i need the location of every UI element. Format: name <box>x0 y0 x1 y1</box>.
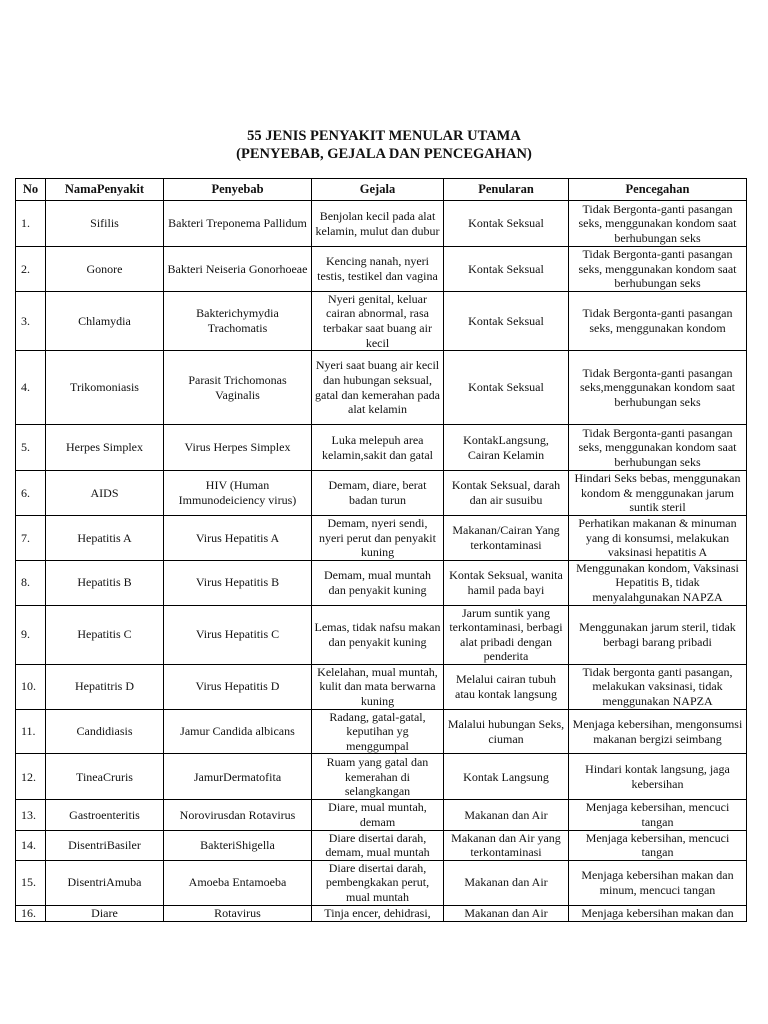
cell-gejala: Radang, gatal-gatal, keputihan yg menggumpal <box>312 709 444 754</box>
cell-no: 13. <box>16 800 46 830</box>
header-pencegahan: Pencegahan <box>569 179 747 201</box>
cell-no: 9. <box>16 605 46 664</box>
cell-pencegahan: Tidak Bergonta-ganti pasangan seks, menggunakan kondom <box>569 291 747 350</box>
cell-penyebab: Virus Herpes Simplex <box>164 425 312 471</box>
cell-penyebab: Virus Hepatitis D <box>164 664 312 709</box>
cell-gejala: Benjolan kecil pada alat kelamin, mulut dan dubur <box>312 201 444 247</box>
table-row <box>16 291 747 350</box>
cell-pencegahan: Tidak Bergonta-ganti pasangan seks, menggunakan kondom saat berhubungan seks <box>569 425 747 471</box>
cell-gejala: Nyeri genital, keluar cairan abnormal, rasa terbakar saat buang air kecil <box>312 291 444 350</box>
cell-nama-penyakit: Gastroenteritis <box>46 800 164 830</box>
cell-penularan: Makanan/Cairan Yang terkontaminasi <box>444 515 569 560</box>
table-row <box>16 351 747 425</box>
cell-no: 1. <box>16 201 46 247</box>
cell-no: 11. <box>16 709 46 754</box>
cell-penularan: Jarum suntik yang terkontaminasi, berbagi alat pribadi dengan penderita <box>444 605 569 664</box>
cell-no: 8. <box>16 560 46 605</box>
table-row <box>16 905 747 921</box>
cell-pencegahan: Menjaga kebersihan, mencuci tangan <box>569 800 747 830</box>
cell-penularan: Kontak Seksual, wanita hamil pada bayi <box>444 560 569 605</box>
table-row <box>16 560 747 605</box>
cell-no: 16. <box>16 905 46 921</box>
cell-no: 12. <box>16 754 46 800</box>
cell-penyebab: Norovirusdan Rotavirus <box>164 800 312 830</box>
table-row <box>16 860 747 905</box>
disease-table <box>15 178 747 922</box>
table-row <box>16 664 747 709</box>
cell-pencegahan: Menjaga kebersihan makan dan <box>569 905 747 921</box>
document-subtitle: (PENYEBAB, GEJALA DAN PENCEGAHAN) <box>236 146 532 162</box>
cell-nama-penyakit: Trikomoniasis <box>46 351 164 425</box>
cell-no: 3. <box>16 291 46 350</box>
table-row <box>16 830 747 860</box>
cell-pencegahan: Menjaga kebersihan, mencuci tangan <box>569 830 747 860</box>
cell-pencegahan: Menjaga kebersihan makan dan minum, mencuci tangan <box>569 860 747 905</box>
cell-penyebab: Jamur Candida albicans <box>164 709 312 754</box>
cell-penularan: KontakLangsung, Cairan Kelamin <box>444 425 569 471</box>
cell-penularan: Kontak Seksual, darah dan air susuibu <box>444 471 569 516</box>
cell-penyebab: Virus Hepatitis C <box>164 605 312 664</box>
cell-no: 5. <box>16 425 46 471</box>
cell-penyebab: Rotavirus <box>164 905 312 921</box>
cell-nama-penyakit: TineaCruris <box>46 754 164 800</box>
table-row <box>16 425 747 471</box>
cell-penyebab: JamurDermatofita <box>164 754 312 800</box>
cell-gejala: Diare disertai darah, pembengkakan perut, mual muntah <box>312 860 444 905</box>
cell-penyebab: BakteriShigella <box>164 830 312 860</box>
table-row <box>16 247 747 292</box>
cell-penularan: Makanan dan Air <box>444 860 569 905</box>
cell-penularan: Malalui hubungan Seks, ciuman <box>444 709 569 754</box>
cell-gejala: Ruam yang gatal dan kemerahan di selangkangan <box>312 754 444 800</box>
cell-gejala: Kelelahan, mual muntah, kulit dan mata berwarna kuning <box>312 664 444 709</box>
cell-gejala: Lemas, tidak nafsu makan dan penyakit kuning <box>312 605 444 664</box>
cell-penyebab: Virus Hepatitis A <box>164 515 312 560</box>
cell-gejala: Tinja encer, dehidrasi, <box>312 905 444 921</box>
cell-penularan: Melalui cairan tubuh atau kontak langsung <box>444 664 569 709</box>
cell-gejala: Demam, diare, berat badan turun <box>312 471 444 516</box>
cell-penularan: Kontak Seksual <box>444 351 569 425</box>
header-gejala: Gejala <box>312 179 444 201</box>
cell-nama-penyakit: Gonore <box>46 247 164 292</box>
cell-no: 14. <box>16 830 46 860</box>
cell-pencegahan: Tidak Bergonta-ganti pasangan seks, menggunakan kondom saat berhubungan seks <box>569 247 747 292</box>
cell-gejala: Nyeri saat buang air kecil dan hubungan seksual, gatal dan kemerahan pada alat kelamin <box>312 351 444 425</box>
cell-pencegahan: Menggunakan kondom, Vaksinasi Hepatitis B, tidak menyalahgunakan NAPZA <box>569 560 747 605</box>
header-penyebab: Penyebab <box>164 179 312 201</box>
cell-penularan: Kontak Langsung <box>444 754 569 800</box>
cell-gejala: Demam, mual muntah dan penyakit kuning <box>312 560 444 605</box>
table-row <box>16 201 747 247</box>
table-row <box>16 515 747 560</box>
cell-nama-penyakit: DisentriBasiler <box>46 830 164 860</box>
cell-pencegahan: Hindari kontak langsung, jaga kebersihan <box>569 754 747 800</box>
header-nama-penyakit: NamaPenyakit <box>46 179 164 201</box>
header-no: No <box>16 179 46 201</box>
cell-penularan: Kontak Seksual <box>444 201 569 247</box>
cell-penyebab: Virus Hepatitis B <box>164 560 312 605</box>
cell-gejala: Kencing nanah, nyeri testis, testikel dan vagina <box>312 247 444 292</box>
cell-penyebab: Bakteri Treponema Pallidum <box>164 201 312 247</box>
cell-penularan: Makanan dan Air yang terkontaminasi <box>444 830 569 860</box>
cell-pencegahan: Tidak Bergonta-ganti pasangan seks,menggunakan kondom saat berhubungan seks <box>569 351 747 425</box>
cell-no: 4. <box>16 351 46 425</box>
cell-no: 6. <box>16 471 46 516</box>
cell-pencegahan: Menjaga kebersihan, mengonsumsi makanan bergizi seimbang <box>569 709 747 754</box>
cell-penularan: Makanan dan Air <box>444 905 569 921</box>
table-header-row <box>16 179 747 201</box>
cell-penyebab: Bakteri Neiseria Gonorhoeae <box>164 247 312 292</box>
cell-gejala: Diare disertai darah, demam, mual muntah <box>312 830 444 860</box>
document-title: 55 JENIS PENYAKIT MENULAR UTAMA <box>247 128 521 144</box>
cell-penularan: Kontak Seksual <box>444 247 569 292</box>
cell-pencegahan: Tidak bergonta ganti pasangan, melakukan vaksinasi, tidak menggunakan NAPZA <box>569 664 747 709</box>
cell-nama-penyakit: Diare <box>46 905 164 921</box>
cell-no: 2. <box>16 247 46 292</box>
cell-nama-penyakit: Hepatitis C <box>46 605 164 664</box>
cell-no: 7. <box>16 515 46 560</box>
table-row <box>16 605 747 664</box>
table-row <box>16 709 747 754</box>
cell-gejala: Diare, mual muntah, demam <box>312 800 444 830</box>
table-row <box>16 754 747 800</box>
cell-penyebab: Amoeba Entamoeba <box>164 860 312 905</box>
cell-penyebab: Bakterichymydia Trachomatis <box>164 291 312 350</box>
cell-penyebab: Parasit Trichomonas Vaginalis <box>164 351 312 425</box>
table-row <box>16 800 747 830</box>
cell-nama-penyakit: Chlamydia <box>46 291 164 350</box>
cell-gejala: Demam, nyeri sendi, nyeri perut dan penyakit kuning <box>312 515 444 560</box>
header-penularan: Penularan <box>444 179 569 201</box>
cell-nama-penyakit: Sifilis <box>46 201 164 247</box>
cell-nama-penyakit: DisentriAmuba <box>46 860 164 905</box>
cell-penyebab: HIV (Human Immunodeiciency virus) <box>164 471 312 516</box>
cell-nama-penyakit: Herpes Simplex <box>46 425 164 471</box>
cell-pencegahan: Perhatikan makanan & minuman yang di konsumsi, melakukan vaksinasi hepatitis A <box>569 515 747 560</box>
table-body <box>16 201 747 922</box>
cell-nama-penyakit: Hepatitis A <box>46 515 164 560</box>
cell-pencegahan: Menggunakan jarum steril, tidak berbagi barang pribadi <box>569 605 747 664</box>
cell-penularan: Kontak Seksual <box>444 291 569 350</box>
cell-nama-penyakit: Hepatitis B <box>46 560 164 605</box>
cell-pencegahan: Tidak Bergonta-ganti pasangan seks, menggunakan kondom saat berhubungan seks <box>569 201 747 247</box>
cell-no: 15. <box>16 860 46 905</box>
cell-no: 10. <box>16 664 46 709</box>
cell-pencegahan: Hindari Seks bebas, menggunakan kondom & menggunakan jarum suntik steril <box>569 471 747 516</box>
cell-nama-penyakit: AIDS <box>46 471 164 516</box>
cell-nama-penyakit: Candidiasis <box>46 709 164 754</box>
cell-penularan: Makanan dan Air <box>444 800 569 830</box>
cell-gejala: Luka melepuh area kelamin,sakit dan gatal <box>312 425 444 471</box>
table-row <box>16 471 747 516</box>
cell-nama-penyakit: Hepatitris D <box>46 664 164 709</box>
